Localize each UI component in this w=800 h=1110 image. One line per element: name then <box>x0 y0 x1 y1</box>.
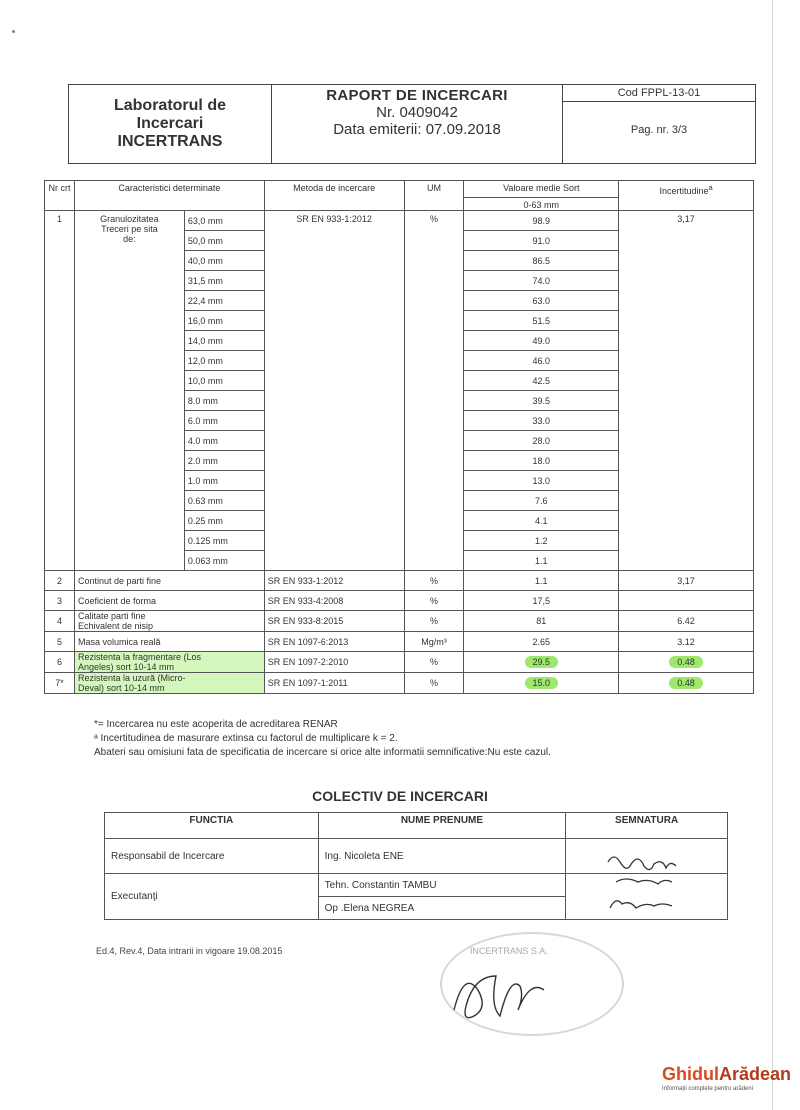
row-nr: 6 <box>45 652 75 673</box>
brand-tagline: Informații complete pentru arădeni <box>662 1086 754 1092</box>
sieve-value: 91.0 <box>464 231 619 251</box>
header-um: UM <box>404 181 464 211</box>
row-value-text: 2.65 <box>532 636 551 647</box>
row-nr: 7* <box>45 673 75 694</box>
sieve-size: 12,0 mm <box>184 351 264 371</box>
row-uncertainty <box>619 652 754 673</box>
sieve-size: 0.063 mm <box>184 551 264 571</box>
row-um: % <box>404 591 464 611</box>
row-method: SR EN 933-1:2012 <box>264 211 404 571</box>
sieve-size: 10,0 mm <box>184 371 264 391</box>
staff-role: Executanţi <box>105 874 319 920</box>
sieve-value: 49.0 <box>464 331 619 351</box>
sieve-size: 40,0 mm <box>184 251 264 271</box>
other-tests-section <box>45 571 754 694</box>
sieve-size: 63,0 mm <box>184 211 264 231</box>
brand-logo <box>662 1064 791 1085</box>
row-um: Mg/m³ <box>404 632 464 652</box>
row-um: % <box>404 611 464 632</box>
row-uncertainty <box>619 591 754 611</box>
sieve-size: 8.0 mm <box>184 391 264 411</box>
row-label <box>74 673 264 694</box>
grading-label-l2: Treceri pe sita <box>101 224 158 234</box>
results-table <box>44 180 754 694</box>
sieve-size: 1.0 mm <box>184 471 264 491</box>
lab-name-line-2: Incercari <box>136 115 204 132</box>
header-value-sub: 0-63 mm <box>464 197 618 210</box>
row-label-l2: Angeles) sort 10-14 mm <box>77 662 175 672</box>
row-um: % <box>404 673 464 694</box>
row-label <box>74 571 264 591</box>
row-uncertainty-text: 3.12 <box>677 636 695 647</box>
row-method: SR EN 1097-2:2010 <box>264 652 404 673</box>
staff-header-name: NUME PRENUME <box>318 813 566 839</box>
header-uncertainty-label: Incertitudine <box>659 186 709 196</box>
table-row <box>45 571 754 591</box>
sieve-size: 22,4 mm <box>184 291 264 311</box>
sieve-value: 7.6 <box>464 491 619 511</box>
row-uncertainty-text: 6.42 <box>677 616 695 626</box>
row-value-text: 81 <box>536 616 547 626</box>
table-row <box>45 591 754 611</box>
row-nr: 5 <box>45 632 75 652</box>
table-row <box>45 611 754 632</box>
sieve-value: 1.1 <box>464 551 619 571</box>
row-method: SR EN 1097-1:2011 <box>264 673 404 694</box>
sieve-value: 98.9 <box>464 211 619 231</box>
staff-name: Ing. Nicoleta ENE <box>318 839 566 874</box>
sieve-size: 4.0 mm <box>184 431 264 451</box>
note-deviations: Abateri sau omisiuni fata de specificatia de incercare si orice alte informatii semnificative:Nu este cazul. <box>94 747 551 758</box>
lab-name-line-1: Laboratorul de <box>113 97 226 114</box>
staff-header-row <box>105 813 728 839</box>
sieve-size: 31,5 mm <box>184 271 264 291</box>
brand-part-2: Arădean <box>719 1064 792 1084</box>
sieve-value: 13.0 <box>464 471 619 491</box>
table-header-row <box>45 181 754 211</box>
lab-name <box>69 85 272 163</box>
row-method: SR EN 933-8:2015 <box>264 611 404 632</box>
sieve-value: 42.5 <box>464 371 619 391</box>
note-uncertainty: ᵃ Incertitudinea de masurare extinsa cu factorul de multiplicare k = 2. <box>94 733 398 744</box>
row-value-text: 29.5 <box>525 656 559 668</box>
sieve-size: 2.0 mm <box>184 451 264 471</box>
row-uncertainty <box>619 611 754 632</box>
row-label <box>74 591 264 611</box>
report-number: Nr. 0409042 <box>376 104 458 121</box>
table-row <box>45 211 754 231</box>
report-header <box>68 84 756 164</box>
sieve-value: 63.0 <box>464 291 619 311</box>
row-value <box>464 611 619 632</box>
lab-name-line-3: INCERTRANS <box>117 133 223 150</box>
grading-label <box>74 211 184 571</box>
page-number: Pag. nr. 3/3 <box>630 124 688 136</box>
row-um: % <box>404 652 464 673</box>
page-edge <box>772 0 773 1110</box>
table-row <box>45 652 754 673</box>
sieve-size: 0.63 mm <box>184 491 264 511</box>
row-label-l1: Continut de parti fine <box>77 575 162 586</box>
staff-role: Responsabil de Incercare <box>105 839 319 874</box>
note-accreditation: *= Incercarea nu este acoperita de acreditarea RENAR <box>94 719 338 730</box>
colectiv-title: COLECTIV DE INCERCARI <box>312 788 488 804</box>
sieve-size: 0.125 mm <box>184 531 264 551</box>
row-label-l2: Deval) sort 10-14 mm <box>77 683 165 693</box>
scan-dot <box>12 30 15 33</box>
row-nr: 2 <box>45 571 75 591</box>
sieve-value: 86.5 <box>464 251 619 271</box>
sieve-value: 46.0 <box>464 351 619 371</box>
row-uncertainty <box>619 673 754 694</box>
row-label-l1: Masa volumica reală <box>77 636 161 647</box>
row-value-text: 15.0 <box>525 677 559 689</box>
report-title-block <box>272 85 563 163</box>
row-method: SR EN 933-1:2012 <box>264 571 404 591</box>
sieve-value: 1.2 <box>464 531 619 551</box>
header-value <box>464 181 619 211</box>
sieve-value: 4.1 <box>464 511 619 531</box>
brand-watermark <box>662 1064 791 1092</box>
sieve-value: 28.0 <box>464 431 619 451</box>
row-uncertainty-text: 0.48 <box>669 677 703 689</box>
row-label <box>74 652 264 673</box>
header-method: Metoda de incercare <box>264 181 404 211</box>
row-method: SR EN 933-4:2008 <box>264 591 404 611</box>
row-nr: 3 <box>45 591 75 611</box>
row-value <box>464 571 619 591</box>
header-uncertainty: Incertitudine$^a$ <box>619 181 754 211</box>
row-value <box>464 591 619 611</box>
form-code: Cod FPPL-13-01 <box>563 85 755 102</box>
row-um: % <box>404 211 464 571</box>
stamp-text: INCERTRANS S.A. <box>470 946 548 956</box>
row-uncertainty <box>619 571 754 591</box>
grading-section <box>45 211 754 571</box>
handwritten-signatures <box>596 846 706 922</box>
form-info <box>563 85 755 163</box>
row-value <box>464 652 619 673</box>
row-nr: 4 <box>45 611 75 632</box>
grading-label-l3: de: <box>123 234 136 244</box>
edition-footer: Ed.4, Rev.4, Data intrarii in vigoare 19.08.2015 <box>96 946 283 956</box>
row-um: % <box>404 571 464 591</box>
staff-header-function: FUNCTIA <box>105 813 319 839</box>
staff-header-signature: SEMNATURA <box>566 813 728 839</box>
row-label-l1: Rezistenta la uzură (Micro- <box>77 673 186 683</box>
row-uncertainty-text: 3,17 <box>677 575 695 586</box>
table-row <box>45 632 754 652</box>
row-uncertainty <box>619 632 754 652</box>
row-value-text: 17,5 <box>532 595 551 606</box>
sieve-size: 6.0 mm <box>184 411 264 431</box>
sieve-value: 51.5 <box>464 311 619 331</box>
row-label <box>74 632 264 652</box>
row-label-l1: Coeficient de forma <box>77 595 157 606</box>
notes <box>94 718 551 760</box>
sieve-value: 74.0 <box>464 271 619 291</box>
sieve-size: 0.25 mm <box>184 511 264 531</box>
row-label-l1: Calitate parti fine <box>77 611 146 621</box>
row-method: SR EN 1097-6:2013 <box>264 632 404 652</box>
row-value <box>464 673 619 694</box>
grading-label-l1: Granulozitatea <box>100 214 159 224</box>
sieve-value: 39.5 <box>464 391 619 411</box>
sieve-size: 14,0 mm <box>184 331 264 351</box>
report-title: RAPORT DE INCERCARI <box>326 87 508 104</box>
row-uncertainty: 3,17 <box>619 211 754 571</box>
header-nr: Nr crt <box>45 181 75 211</box>
header-value-label: Valoare medie Sort <box>503 183 580 193</box>
row-value <box>464 632 619 652</box>
stamp-signature <box>444 950 554 1030</box>
staff-name: Tehn. Constantin TAMBU <box>318 874 566 897</box>
row-value-text: 1.1 <box>535 575 548 586</box>
row-uncertainty-text: 0.48 <box>669 656 703 668</box>
table-row <box>45 673 754 694</box>
sieve-size: 50,0 mm <box>184 231 264 251</box>
header-characteristic: Caracteristici determinate <box>74 181 264 211</box>
issue-date: Data emiterii: 07.09.2018 <box>333 121 501 138</box>
staff-name: Op .Elena NEGREA <box>318 897 566 920</box>
row-nr: 1 <box>45 211 75 571</box>
brand-part-1: Ghidul <box>662 1064 719 1084</box>
row-label-l1: Rezistenta la fragmentare (Los <box>77 652 202 662</box>
row-label-l2: Echivalent de nisip <box>77 621 154 631</box>
sieve-value: 18.0 <box>464 451 619 471</box>
sieve-value: 33.0 <box>464 411 619 431</box>
row-label <box>74 611 264 632</box>
sieve-size: 16,0 mm <box>184 311 264 331</box>
